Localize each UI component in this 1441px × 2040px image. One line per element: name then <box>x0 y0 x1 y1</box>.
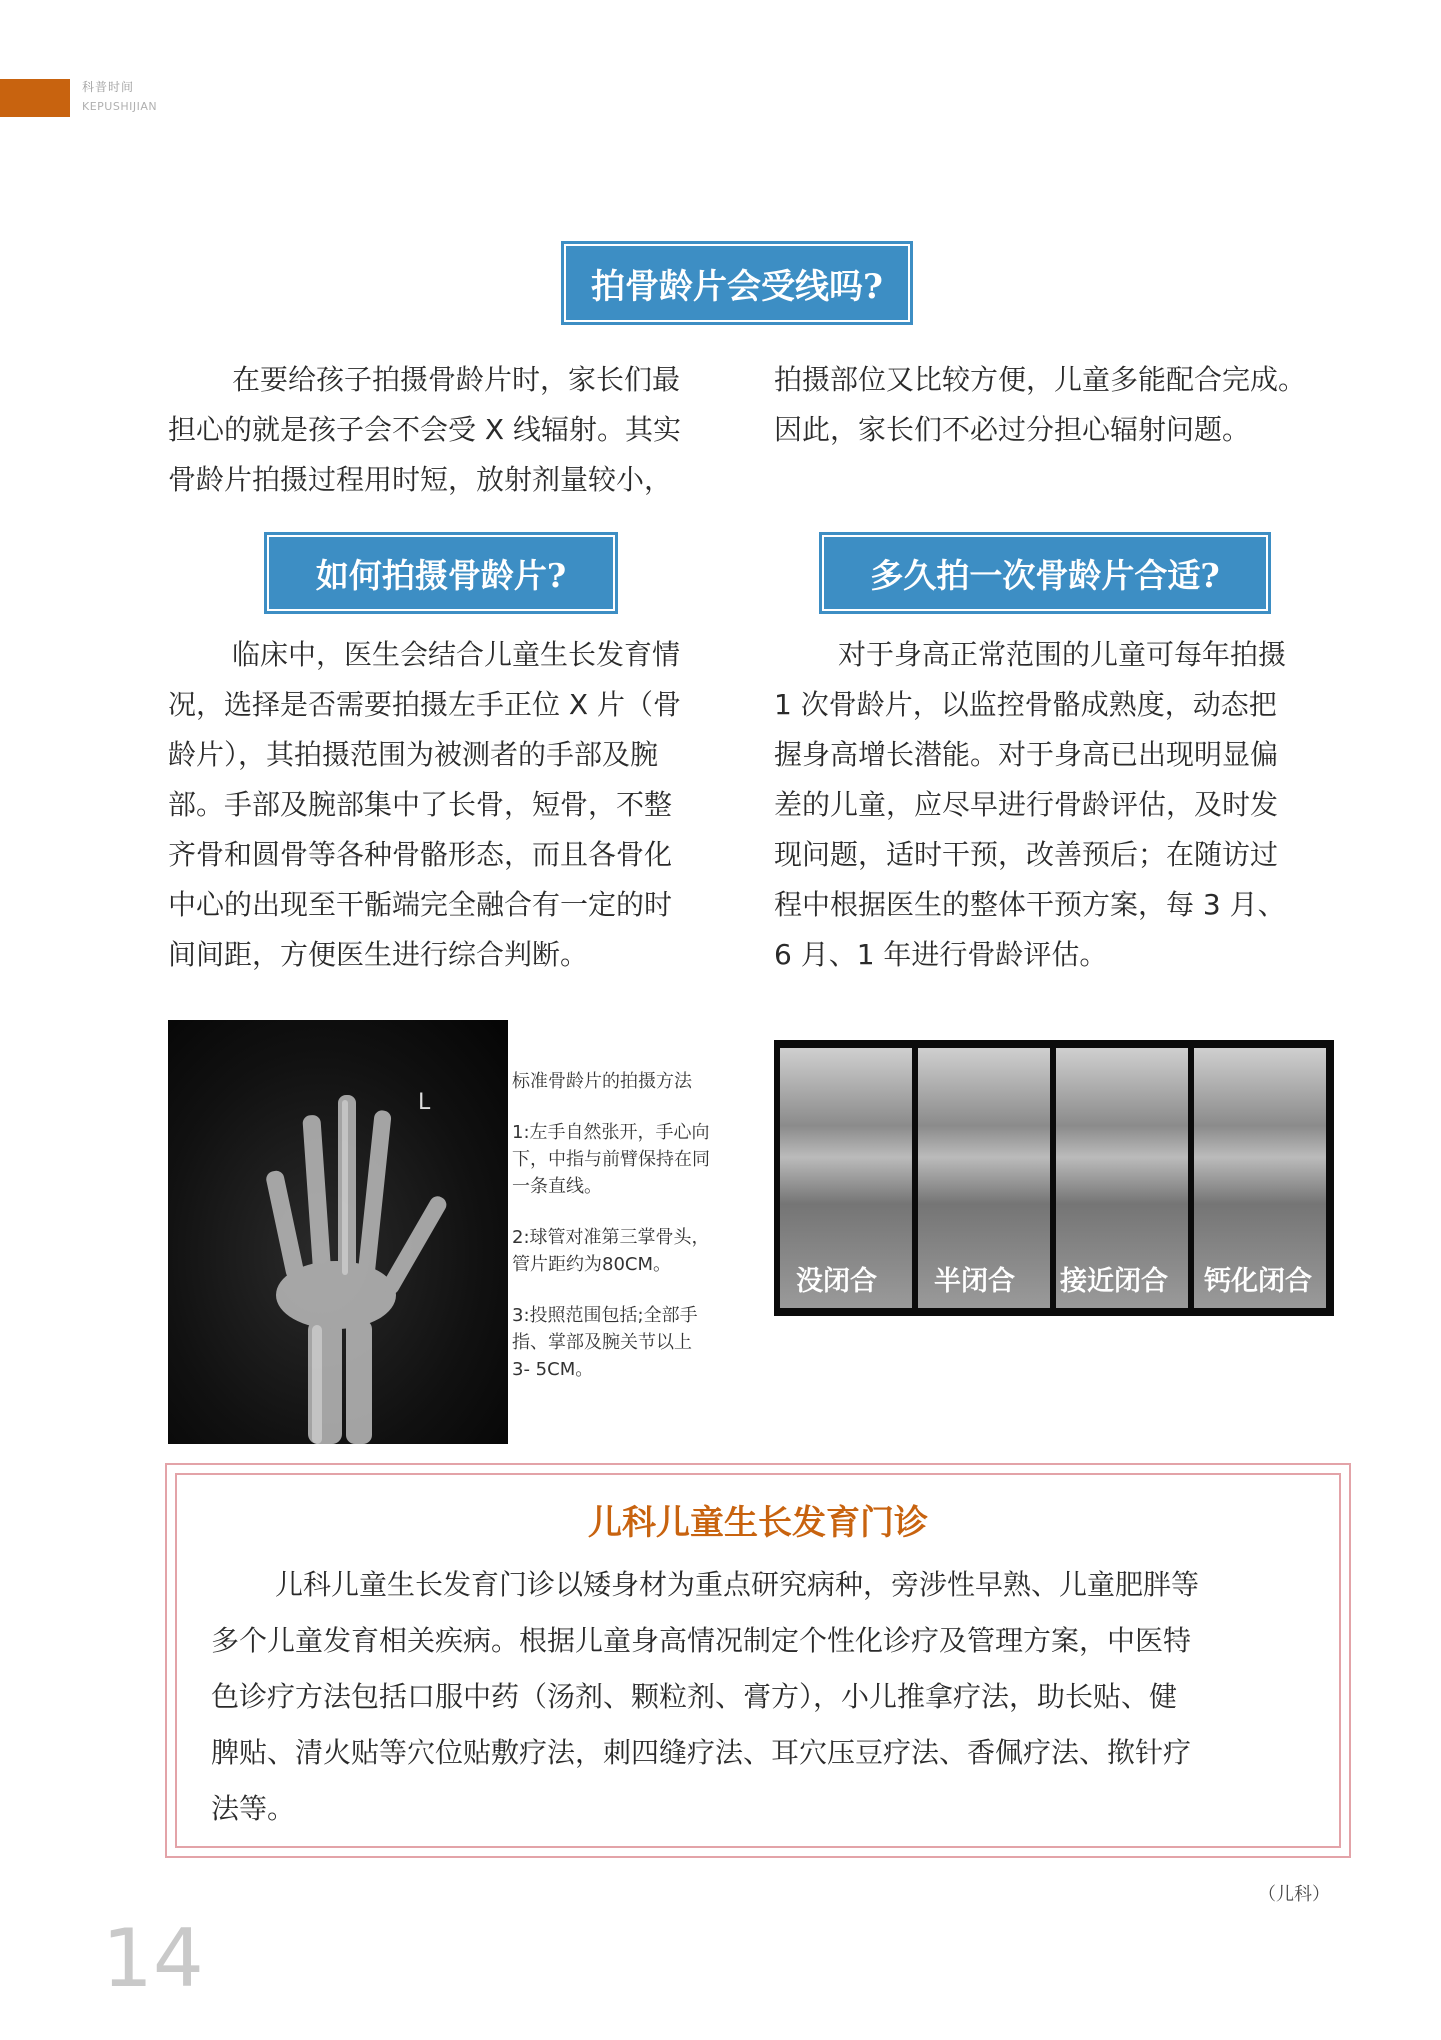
caption-line: 1:左手自然张开，手心向 <box>512 1122 710 1143</box>
text-line: 齐骨和圆骨等各种骨骼形态，而且各骨化 <box>168 838 673 871</box>
caption-line: 管片距约为80CM。 <box>512 1254 672 1275</box>
knee-label-open: 没闭合 <box>796 1266 877 1297</box>
column-title: 科普时间 <box>82 80 135 94</box>
clinic-title: 儿科儿童生长发育门诊 <box>588 1503 928 1543</box>
text-line: 法等。 <box>211 1792 296 1825</box>
text-line: 间间距，方便医生进行综合判断。 <box>168 938 589 971</box>
caption-line: 2:球管对准第三掌骨头， <box>512 1227 710 1248</box>
paragraph-how-to-shoot <box>168 630 734 980</box>
text-line: 差的儿童，应尽早进行骨龄评估，及时发 <box>774 788 1279 821</box>
clinic-info-box <box>165 1463 1351 1858</box>
text-line: 色诊疗方法包括口服中药（汤剂、颗粒剂、膏方），小儿推拿疗法，助长贴、健 <box>211 1680 1178 1713</box>
caption-step-3 <box>512 1302 752 1383</box>
hand-xray-caption <box>512 1068 752 1407</box>
text-line: 程中根据医生的整体干预方案，每 3 月、 <box>774 888 1286 921</box>
text-line: 因此，家长们不必过分担心辐射问题。 <box>774 413 1251 446</box>
caption-step-2 <box>512 1224 752 1278</box>
heading-how-to-shoot: 如何拍摄骨龄片? <box>267 535 615 611</box>
caption-line: 3- 5CM。 <box>512 1359 594 1380</box>
text-line: 骨龄片拍摄过程用时短，放射剂量较小， <box>168 463 673 496</box>
clinic-description <box>211 1557 1311 1837</box>
caption-line: 下，中指与前臂保持在同 <box>512 1149 710 1170</box>
paragraph-frequency <box>774 630 1354 980</box>
hand-xray-image <box>168 1020 508 1444</box>
text-line: 在要给孩子拍摄骨龄片时，家长们最 <box>232 363 681 396</box>
knee-growth-plate-image <box>774 1040 1334 1316</box>
text-line: 临床中，医生会结合儿童生长发育情 <box>232 638 681 671</box>
text-line: 部。手部及腕部集中了长骨，短骨，不整 <box>168 788 673 821</box>
header-accent-bar <box>0 79 70 117</box>
hand-bones-illustration <box>168 1020 508 1444</box>
knee-label-half-closed: 半闭合 <box>934 1266 1015 1297</box>
text-line: 儿科儿童生长发育门诊以矮身材为重点研究病种，旁涉性早熟、儿童肥胖等 <box>275 1568 1200 1601</box>
page-number: 14 <box>102 1912 204 2005</box>
knee-label-near-closed: 接近闭合 <box>1060 1266 1168 1297</box>
text-line: 龄片），其拍摄范围为被测者的手部及腕 <box>168 738 659 771</box>
text-line: 对于身高正常范围的儿童可每年拍摄 <box>838 638 1287 671</box>
text-line: 况，选择是否需要拍摄左手正位 X 片（骨 <box>168 688 681 721</box>
department-credit: （儿科） <box>1258 1884 1330 1905</box>
text-line: 拍摄部位又比较方便，儿童多能配合完成。 <box>774 363 1307 396</box>
heading-radiation: 拍骨龄片会受线吗? <box>564 244 910 322</box>
text-line: 中心的出现至干骺端完全融合有一定的时 <box>168 888 673 921</box>
caption-line: 一条直线。 <box>512 1176 602 1197</box>
text-line: 担心的就是孩子会不会受 X 线辐射。其实 <box>168 413 681 446</box>
text-line: 1 次骨龄片，以监控骨骼成熟度，动态把 <box>774 688 1277 721</box>
text-line: 多个儿童发育相关疾病。根据儿童身高情况制定个性化诊疗及管理方案，中医特 <box>211 1624 1192 1657</box>
text-line: 6 月、1 年进行骨龄评估。 <box>774 938 1108 971</box>
caption-step-1 <box>512 1119 752 1200</box>
caption-line: 3:投照范围包括;全部手 <box>512 1305 698 1326</box>
text-line: 脾贴、清火贴等穴位贴敷疗法，刺四缝疗法、耳穴压豆疗法、香佩疗法、揿针疗 <box>211 1736 1192 1769</box>
caption-line: 指、掌部及腕关节以上 <box>512 1332 692 1353</box>
knee-label-calcified: 钙化闭合 <box>1204 1266 1312 1297</box>
column-title-pinyin: KEPUSHIJIAN <box>82 100 158 113</box>
caption-title: 标准骨龄片的拍摄方法 <box>512 1071 692 1092</box>
paragraph-radiation-right <box>774 355 1354 455</box>
text-line: 握身高增长潜能。对于身高已出现明显偏 <box>774 738 1279 771</box>
xray-side-marker: L <box>418 1090 431 1115</box>
paragraph-radiation-left <box>168 355 728 505</box>
text-line: 现问题，适时干预，改善预后；在随访过 <box>774 838 1279 871</box>
heading-frequency: 多久拍一次骨龄片合适? <box>822 535 1268 611</box>
